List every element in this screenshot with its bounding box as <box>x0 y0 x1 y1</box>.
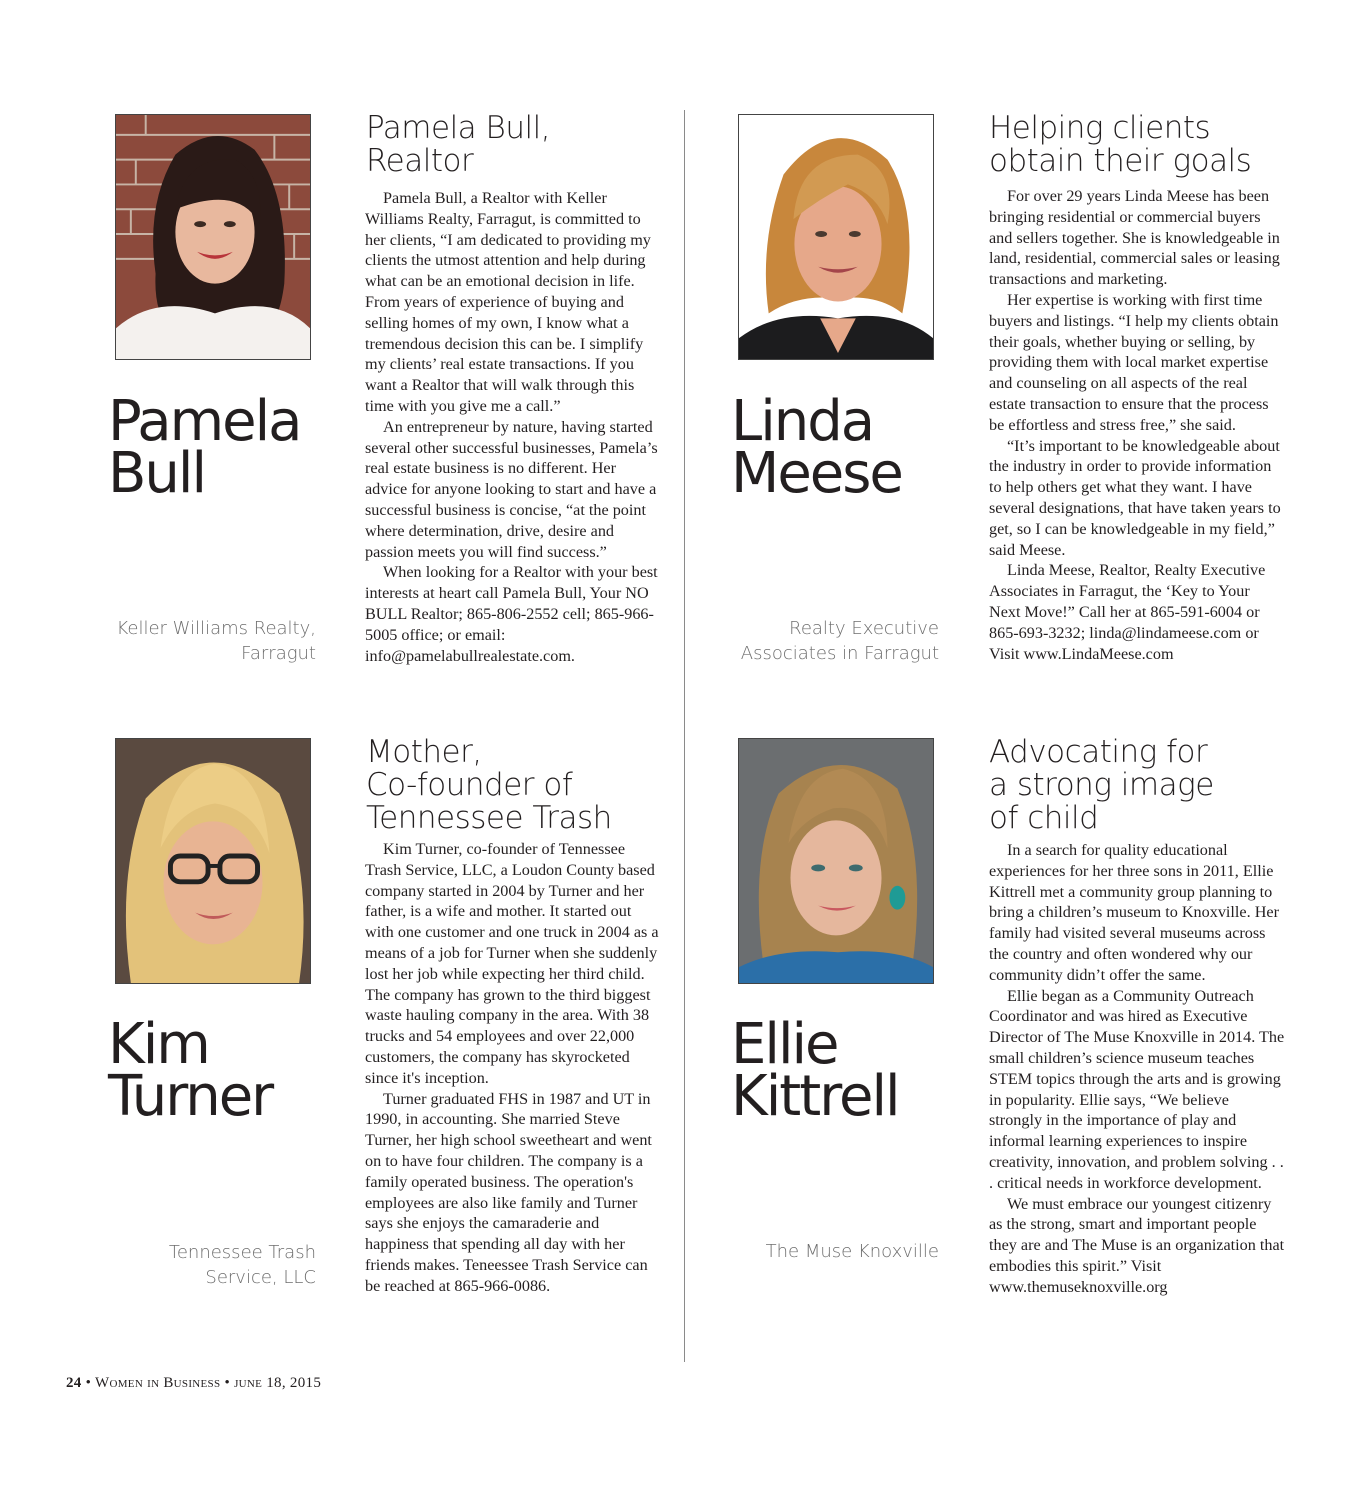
company-line: Service, LLC <box>205 1267 316 1288</box>
footer-separator: • <box>224 1375 231 1391</box>
body-paragraph: Kim Turner, co-founder of Tennessee Trash Service, LLC, a Loudon County based company started in 2004 by Turner and her father, is a wife and mother. It started out with one customer and one truck in 2004 as a means of a job for Turner when she suddenly lost her job while expecting her third child. The company has grown to the third biggest waste hauling company in the area. With 38 trucks and 54 employees and over 22,000 customers, the company has skyrocketed since it's inception. <box>365 840 659 1087</box>
kim-turner-photo <box>115 738 311 984</box>
last-name: Meese <box>731 441 902 506</box>
company-line: Associates in Farragut <box>740 643 939 664</box>
company-name <box>106 616 316 666</box>
body-paragraph: Linda Meese, Realtor, Realty Executive Associates in Farragut, the ‘Key to Your Next Move!” Call her at 865-591-6004 or 865-693-3232; linda@lindameese.com or Visit www.LindaMeese.com <box>989 561 1266 663</box>
headline-line: obtain their goals <box>989 143 1252 179</box>
first-name: Ellie <box>731 1012 838 1077</box>
profile-name <box>108 389 301 506</box>
profile-name <box>731 389 902 506</box>
article-headline <box>366 112 550 178</box>
company-line: Realty Executive <box>789 618 939 639</box>
headline-line: a strong image <box>989 767 1214 803</box>
article-body <box>989 186 1285 664</box>
company-line: Keller Williams Realty, <box>116 618 316 639</box>
page-number: 24 <box>66 1375 82 1391</box>
headline-line: Tennessee Trash <box>366 800 612 836</box>
headline-line: Realtor <box>366 143 474 179</box>
ellie-kittrell-photo <box>738 738 934 984</box>
footer-separator: • <box>85 1375 92 1391</box>
issue-date: june 18, 2015 <box>234 1375 322 1391</box>
profile-name <box>731 1012 899 1129</box>
company-line: Tennessee Trash <box>168 1242 316 1263</box>
column-divider <box>684 110 685 1362</box>
body-paragraph: Ellie began as a Community Outreach Coordinator and was hired as Executive Director of The Muse Knoxville in 2014. The small children’s science museum teaches STEM topics through the arts and is growing in popularity. Ellie says, “We believe strongly in the importance of play and informal learning experiences to inspire creativity, innovation, and problem solving . . . critical needs in workforce development. <box>989 986 1285 1192</box>
company-name <box>106 1240 316 1290</box>
headline-line: Helping clients <box>989 110 1211 146</box>
body-paragraph: Pamela Bull, a Realtor with Keller Williams Realty, Farragut, is committed to her clients, “I am dedicated to providing my clients the utmost attention and help during what can be an emotional decision in life. From years of experience of buying and selling homes of my own, I know what a tremendous decision this can be. I simplify my clients’ real estate transactions. If you want a Realtor that will walk through this time with you give me a call.” <box>365 189 651 415</box>
company-name <box>729 1239 939 1264</box>
body-paragraph: An entrepreneur by nature, having started several other successful businesses, Pamela’s real estate business is no different. Her advice for anyone looking to start and have a successful business is concise, “at the point where determination, drive, desire and passion meets you will find success.” <box>365 417 658 561</box>
last-name: Bull <box>108 441 206 506</box>
profile-name <box>108 1012 273 1129</box>
article-body <box>365 188 661 666</box>
linda-meese-photo <box>738 114 934 360</box>
body-paragraph: “It’s important to be knowledgeable about the industry in order to provide information to help others get what they want. I have several designations, that have taken years to get, so I can be knowledgeable in my field,” said Meese. <box>989 436 1281 559</box>
body-paragraph: When looking for a Realtor with your best interests at heart call Pamela Bull, Your NO BULL Realtor; 865-806-2552 cell; 865-966-5005 office; or email: info@pamelabullrealestate.com. <box>365 563 658 665</box>
body-paragraph: We must embrace our youngest citizenry as the strong, smart and important people they are and The Muse is an organization that embodies this spirit.” Visit www.themuseknoxville.org <box>989 1194 1285 1296</box>
body-paragraph: Turner graduated FHS in 1987 and UT in 1990, in accounting. She married Steve Turner, her high school sweetheart and went on to have four children. The company is a family operated business. The operation's employees are also like family and Turner says she enjoys the camaraderie and happiness that spending all day with her friends makes. Teneessee Trash Service can be reached at 865-966-0086. <box>365 1089 652 1295</box>
article-headline <box>989 112 1251 178</box>
pamela-bull-photo <box>115 114 311 360</box>
company-line: The Muse Knoxville <box>765 1241 939 1262</box>
first-name: Pamela <box>108 389 301 454</box>
company-name <box>729 616 939 666</box>
headline-line: Co-founder of <box>366 767 573 803</box>
last-name: Kittrell <box>731 1064 899 1129</box>
article-body <box>365 839 661 1297</box>
headline-line: Pamela Bull, <box>366 110 551 146</box>
body-paragraph: Her expertise is working with first time buyers and listings. “I help my clients obtain their goals, whether buying or selling, by providing them with local market expertise and counseling on all aspects of the real estate transaction to ensure that the process be effortless and stress free,” she said. <box>989 290 1279 434</box>
publication-name: Women in Business <box>95 1375 221 1391</box>
headline-line: Mother, <box>366 734 482 770</box>
body-paragraph: For over 29 years Linda Meese has been bringing residential or commercial buyers and sellers together. She is knowledgeable in land, residential, commercial sales or leasing transactions and marketing. <box>989 187 1280 289</box>
headline-line: of child <box>989 800 1099 836</box>
company-line: Farragut <box>241 643 316 664</box>
article-headline <box>366 736 612 835</box>
article-body <box>989 840 1285 1298</box>
first-name: Linda <box>731 389 874 454</box>
first-name: Kim <box>108 1012 209 1077</box>
page-footer <box>66 1375 321 1392</box>
last-name: Turner <box>108 1064 273 1129</box>
headline-line: Advocating for <box>989 734 1208 770</box>
body-paragraph: In a search for quality educational experiences for her three sons in 2011, Ellie Kittrell met a community group planning to bring a children’s museum to Knoxville. Her family had visited several museums across the country and often wondered why our community didn’t offer the same. <box>989 841 1279 984</box>
article-headline <box>989 736 1214 835</box>
